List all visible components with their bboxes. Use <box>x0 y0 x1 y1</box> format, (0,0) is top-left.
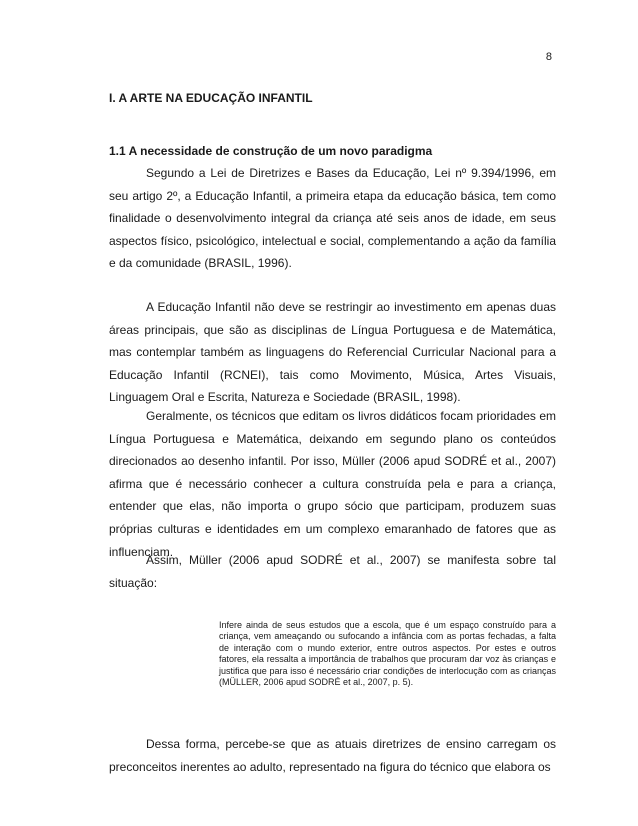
chapter-title: I. A ARTE NA EDUCAÇÃO INFANTIL <box>109 91 313 105</box>
body-paragraph-4: Assim, Müller (2006 apud SODRÉ et al., 2007) se manifesta sobre tal situação: <box>109 553 556 590</box>
block-quote: Infere ainda de seus estudos que a escola, que é um espaço construído para a criança, vem ameaçando ou sufocando a infância com as portas fechadas, a falta de interação com o mundo exterior, entre outros aspectos. Por estes e outros fatores, ela ressalta a importância de trabalhos que procuram dar voz às crianças e justifica que para isso é necessário criar condições de interlocução com as crianças (MÜLLER, 2006 apud SODRÉ et al., 2007, p. 5). <box>219 620 556 688</box>
body-paragraph-3: Geralmente, os técnicos que editam os livros didáticos focam prioridades em Língua Portuguesa e Matemática, deixando em segundo plano os conteúdos direcionados ao desenho infantil. Por isso, Müller (2006 apud SODRÉ et al., 2007) afirma que é necessário conhecer a cultura construída pela e para a criança, entender que elas, não importa o grupo sócio que participam, produzem suas próprias culturas e identidades em um complexo emaranhado de fatores que as influenciam. <box>109 409 556 559</box>
page-number: 8 <box>545 51 552 63</box>
section-title: 1.1 A necessidade de construção de um novo paradigma <box>109 144 433 158</box>
body-paragraph-2: A Educação Infantil não deve se restringir ao investimento em apenas duas áreas principais, que são as disciplinas de Língua Portuguesa e de Matemática, mas contemplar também as linguagens do Referencial Curricular Nacional para a Educação Infantil (RCNEI), tais como Movimento, Música, Artes Visuais, Linguagem Oral e Escrita, Natureza e Sociedade (BRASIL, 1998). <box>109 300 556 405</box>
closing-paragraph: Dessa forma, percebe-se que as atuais diretrizes de ensino carregam os preconceitos inerentes ao adulto, representado na figura do técnico que elabora os <box>109 737 556 774</box>
body-paragraph-1: Segundo a Lei de Diretrizes e Bases da Educação, Lei nº 9.394/1996, em seu artigo 2º, a Educação Infantil, a primeira etapa da educação básica, tem como finalidade o desenvolvimento integral da criança até seis anos de idade, em seus aspectos físico, psicológico, intelectual e social, complementando a ação da família e da comunidade (BRASIL, 1996). <box>109 166 556 271</box>
